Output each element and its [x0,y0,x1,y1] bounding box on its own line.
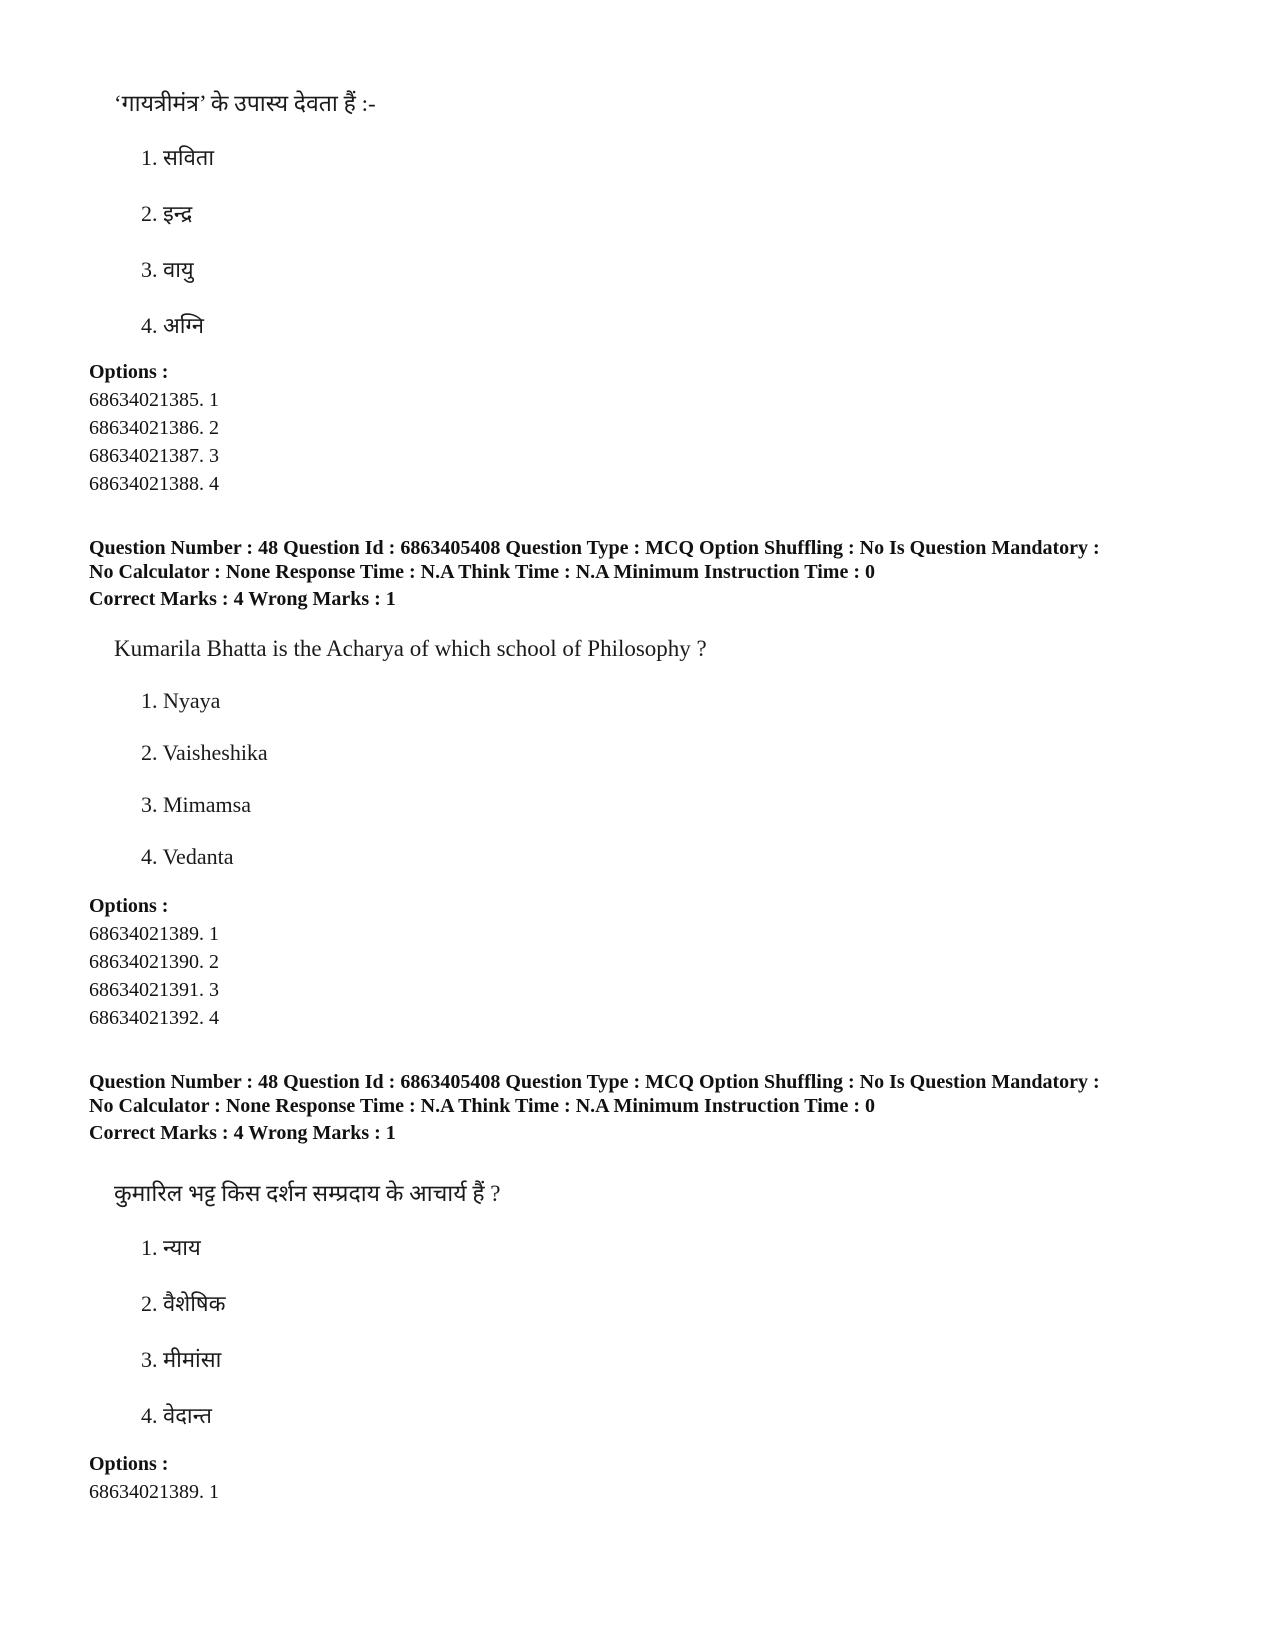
options-label: Options : [89,895,169,917]
option-id: 68634021391. 3 [89,979,219,1001]
choice-3: 3. वायु [141,257,194,282]
choice-2: 2. इन्द्र [141,201,193,226]
choice-2: 2. Vaisheshika [141,740,268,765]
choice-4: 4. Vedanta [141,844,234,869]
question-meta-line-2: No Calculator : None Response Time : N.A Think Time : N.A Minimum Instruction Time : 0 [89,561,875,583]
option-id: 68634021392. 4 [89,1007,219,1029]
choice-1: 1. Nyaya [141,688,221,713]
question-meta [89,1070,1199,1118]
option-id: 68634021390. 2 [89,951,219,973]
choice-1: 1. न्याय [141,1235,201,1260]
question-meta-line-1: Question Number : 48 Question Id : 6863405408 Question Type : MCQ Option Shuffling : No Is Question Mandatory : [89,537,1100,559]
option-id: 68634021386. 2 [89,417,219,439]
option-id: 68634021389. 1 [89,1481,219,1503]
marks-line: Correct Marks : 4 Wrong Marks : 1 [89,588,396,610]
option-id: 68634021389. 1 [89,923,219,945]
options-label: Options : [89,1453,169,1475]
options-label: Options : [89,361,169,383]
question-text-hindi: कुमारिल भट्ट किस दर्शन सम्प्रदाय के आचार्य हैं ? [114,1181,501,1206]
question-text-english: Kumarila Bhatta is the Acharya of which school of Philosophy ? [114,636,707,661]
option-id: 68634021385. 1 [89,389,219,411]
option-id: 68634021387. 3 [89,445,219,467]
choice-3: 3. मीमांसा [141,1347,222,1372]
question-meta [89,536,1199,584]
choice-2: 2. वैशेषिक [141,1291,226,1316]
marks-line: Correct Marks : 4 Wrong Marks : 1 [89,1122,396,1144]
question-meta-line-1: Question Number : 48 Question Id : 6863405408 Question Type : MCQ Option Shuffling : No Is Question Mandatory : [89,1071,1100,1093]
question-meta-line-2: No Calculator : None Response Time : N.A Think Time : N.A Minimum Instruction Time : 0 [89,1095,875,1117]
choice-4: 4. अग्नि [141,313,204,338]
choice-4: 4. वेदान्त [141,1403,212,1428]
option-id: 68634021388. 4 [89,473,219,495]
question-text-hindi-gayatri: ‘गायत्रीमंत्र’ के उपास्य देवता हैं :- [114,91,376,116]
choice-1: 1. सविता [141,145,215,170]
choice-3: 3. Mimamsa [141,792,251,817]
